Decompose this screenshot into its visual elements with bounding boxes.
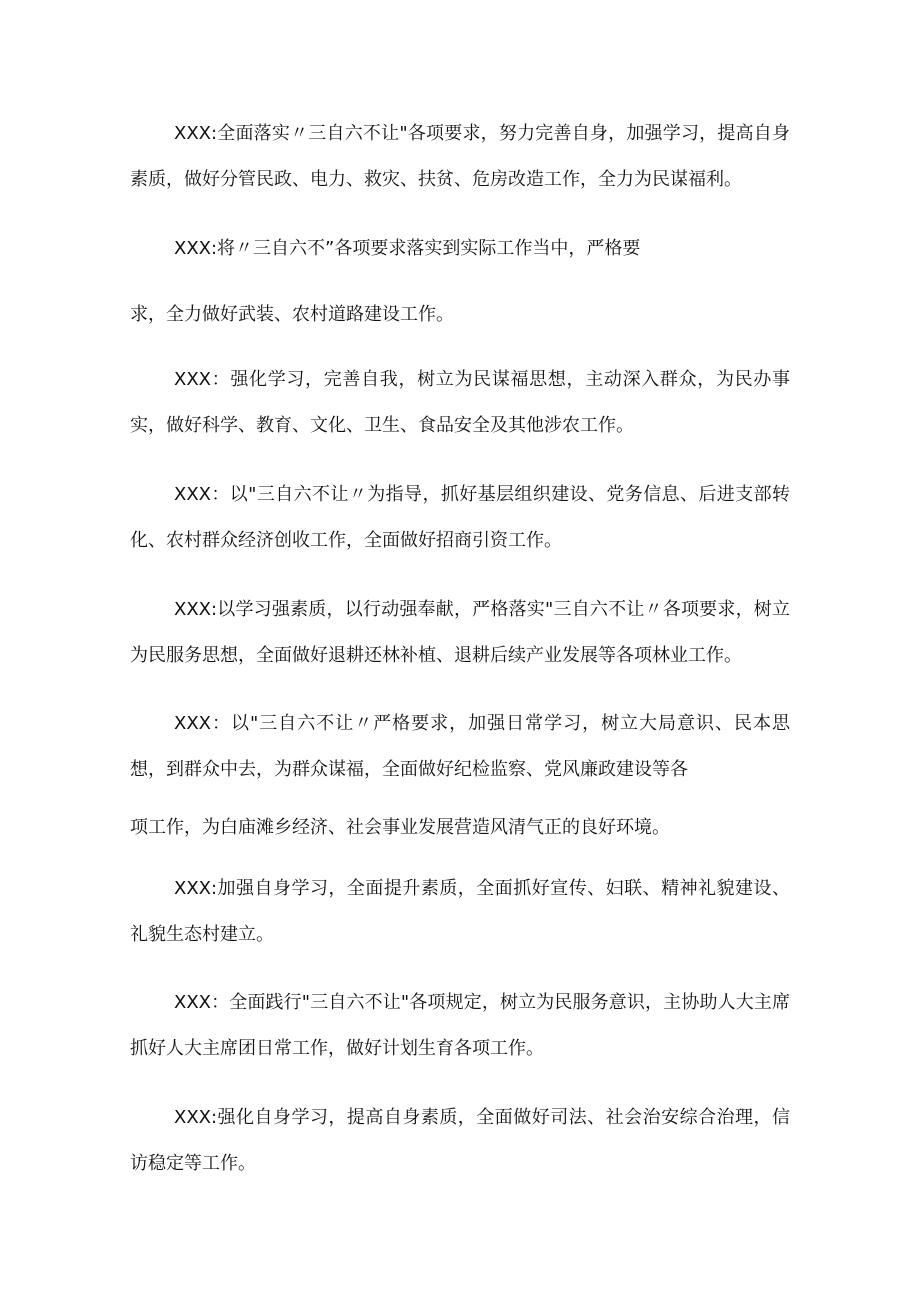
paragraph-9: XXX:强化自身学习，提高自身素质，全面做好司法、社会治安综合治理，信访稳定等工作。 [130,1107,790,1174]
paragraph-6-continued: 项工作，为白庙滩乡经济、社会事业发展营造风清气正的良好环境。 [130,817,670,838]
paragraph-8: XXX：全面践行"三自六不让"各项规定，树立为民服务意识，主协助人大主席抓好人大主席团日常工作，做好计划生育各项工作。 [130,992,790,1059]
paragraph-1: XXX:全面落实〃三自六不让"各项要求，努力完善自身，加强学习，提高自身素质，做好分管民政、电力、救灾、扶贫、危房改造工作，全力为民谋福利。 [130,123,790,190]
paragraph-2: XXX:将〃三自六不”各项要求落实到实际工作当中，严格要 [174,238,641,259]
paragraph-6: XXX：以"三自六不让〃严格要求，加强日常学习，树立大局意识、民本思想，到群众中去，为群众谋福，全面做好纪检监察、党风廉政建设等各 [130,713,790,780]
paragraph-4: XXX：以"三自六不让〃为指导，抓好基层组织建设、党务信息、后进支部转化、农村群众经济创收工作，全面做好招商引资工作。 [130,484,790,551]
paragraph-5: XXX:以学习强素质，以行动强奉献，严格落实"三自六不让〃各项要求，树立为民服务思想，全面做好退耕还林补植、退耕后续产业发展等各项林业工作。 [130,599,790,666]
paragraph-3: XXX：强化学习，完善自我，树立为民谋福思想，主动深入群众，为民办事实，做好科学、教育、文化、卫生、食品安全及其他涉农工作。 [130,369,790,436]
paragraph-2-continued: 求，全力做好武装、农村道路建设工作。 [130,304,454,325]
paragraph-7: XXX:加强自身学习，全面提升素质，全面抓好宣传、妇联、精神礼貌建设、礼貌生态村建立。 [130,878,790,945]
